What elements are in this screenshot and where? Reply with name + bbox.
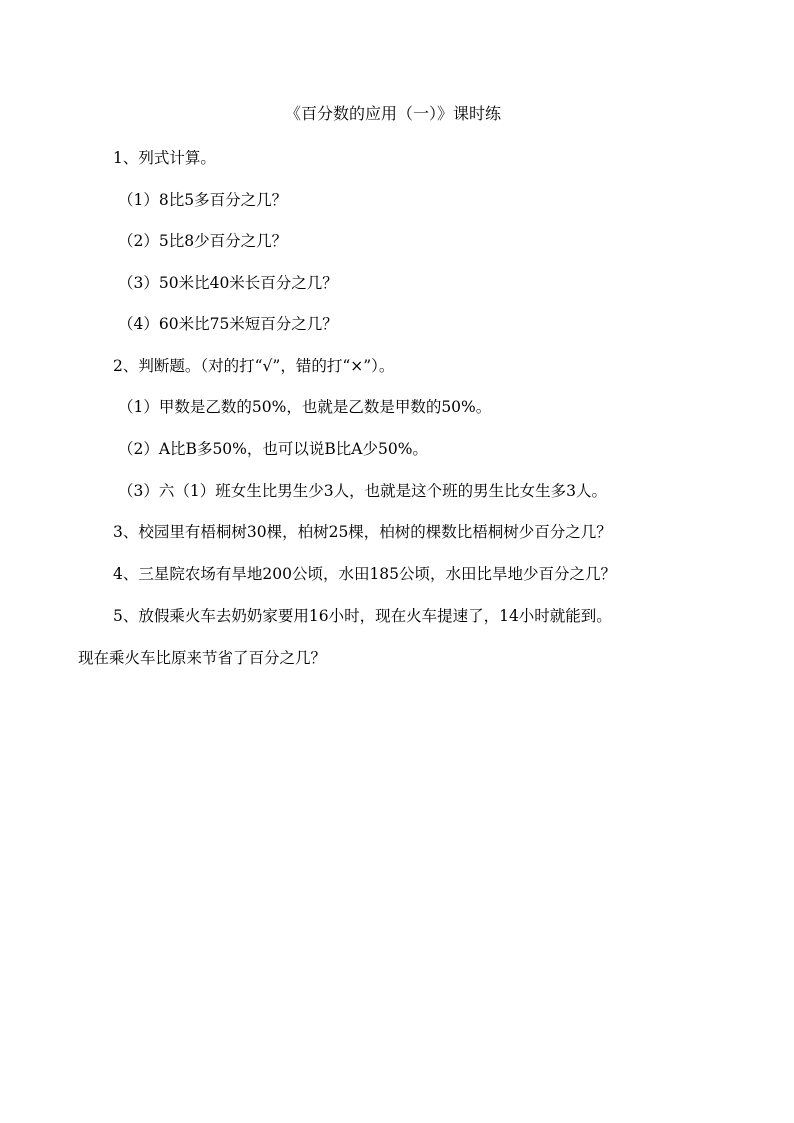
question-1-item-1: （1）8比5多百分之几？ xyxy=(118,191,288,209)
question-3: 3、校园里有梧桐树30棵，柏树25棵，柏树的棵数比梧桐树少百分之几？ xyxy=(113,523,612,541)
question-1-item-4: （4）60米比75米短百分之几？ xyxy=(118,315,338,333)
question-4: 4、三星院农场有旱地200公顷，水田185公顷，水田比旱地少百分之几？ xyxy=(113,565,617,583)
question-2-item-1: （1）甲数是乙数的50%，也就是乙数是甲数的50%。 xyxy=(118,398,492,416)
question-1-item-2: （2）5比8少百分之几？ xyxy=(118,232,288,250)
page-title: 《百分数的应用（一）》课时练 xyxy=(285,104,502,123)
question-2-item-3: （3）六（1）班女生比男生少3人，也就是这个班的男生比女生多3人。 xyxy=(118,482,607,500)
question-2-item-2: （2）A比B多50%，也可以说B比A少50%。 xyxy=(118,440,428,458)
question-5-line-1: 5、放假乘火车去奶奶家要用16小时，现在火车提速了，14小时就能到。 xyxy=(113,607,612,625)
question-1-item-3: （3）50米比40米长百分之几？ xyxy=(118,274,338,292)
question-5-line-2: 现在乘火车比原来节省了百分之几？ xyxy=(78,649,327,667)
question-2-label: 2、判断题。（对的打“√”，错的打“×”）。 xyxy=(113,357,395,375)
question-1-label: 1、列式计算。 xyxy=(113,149,216,167)
